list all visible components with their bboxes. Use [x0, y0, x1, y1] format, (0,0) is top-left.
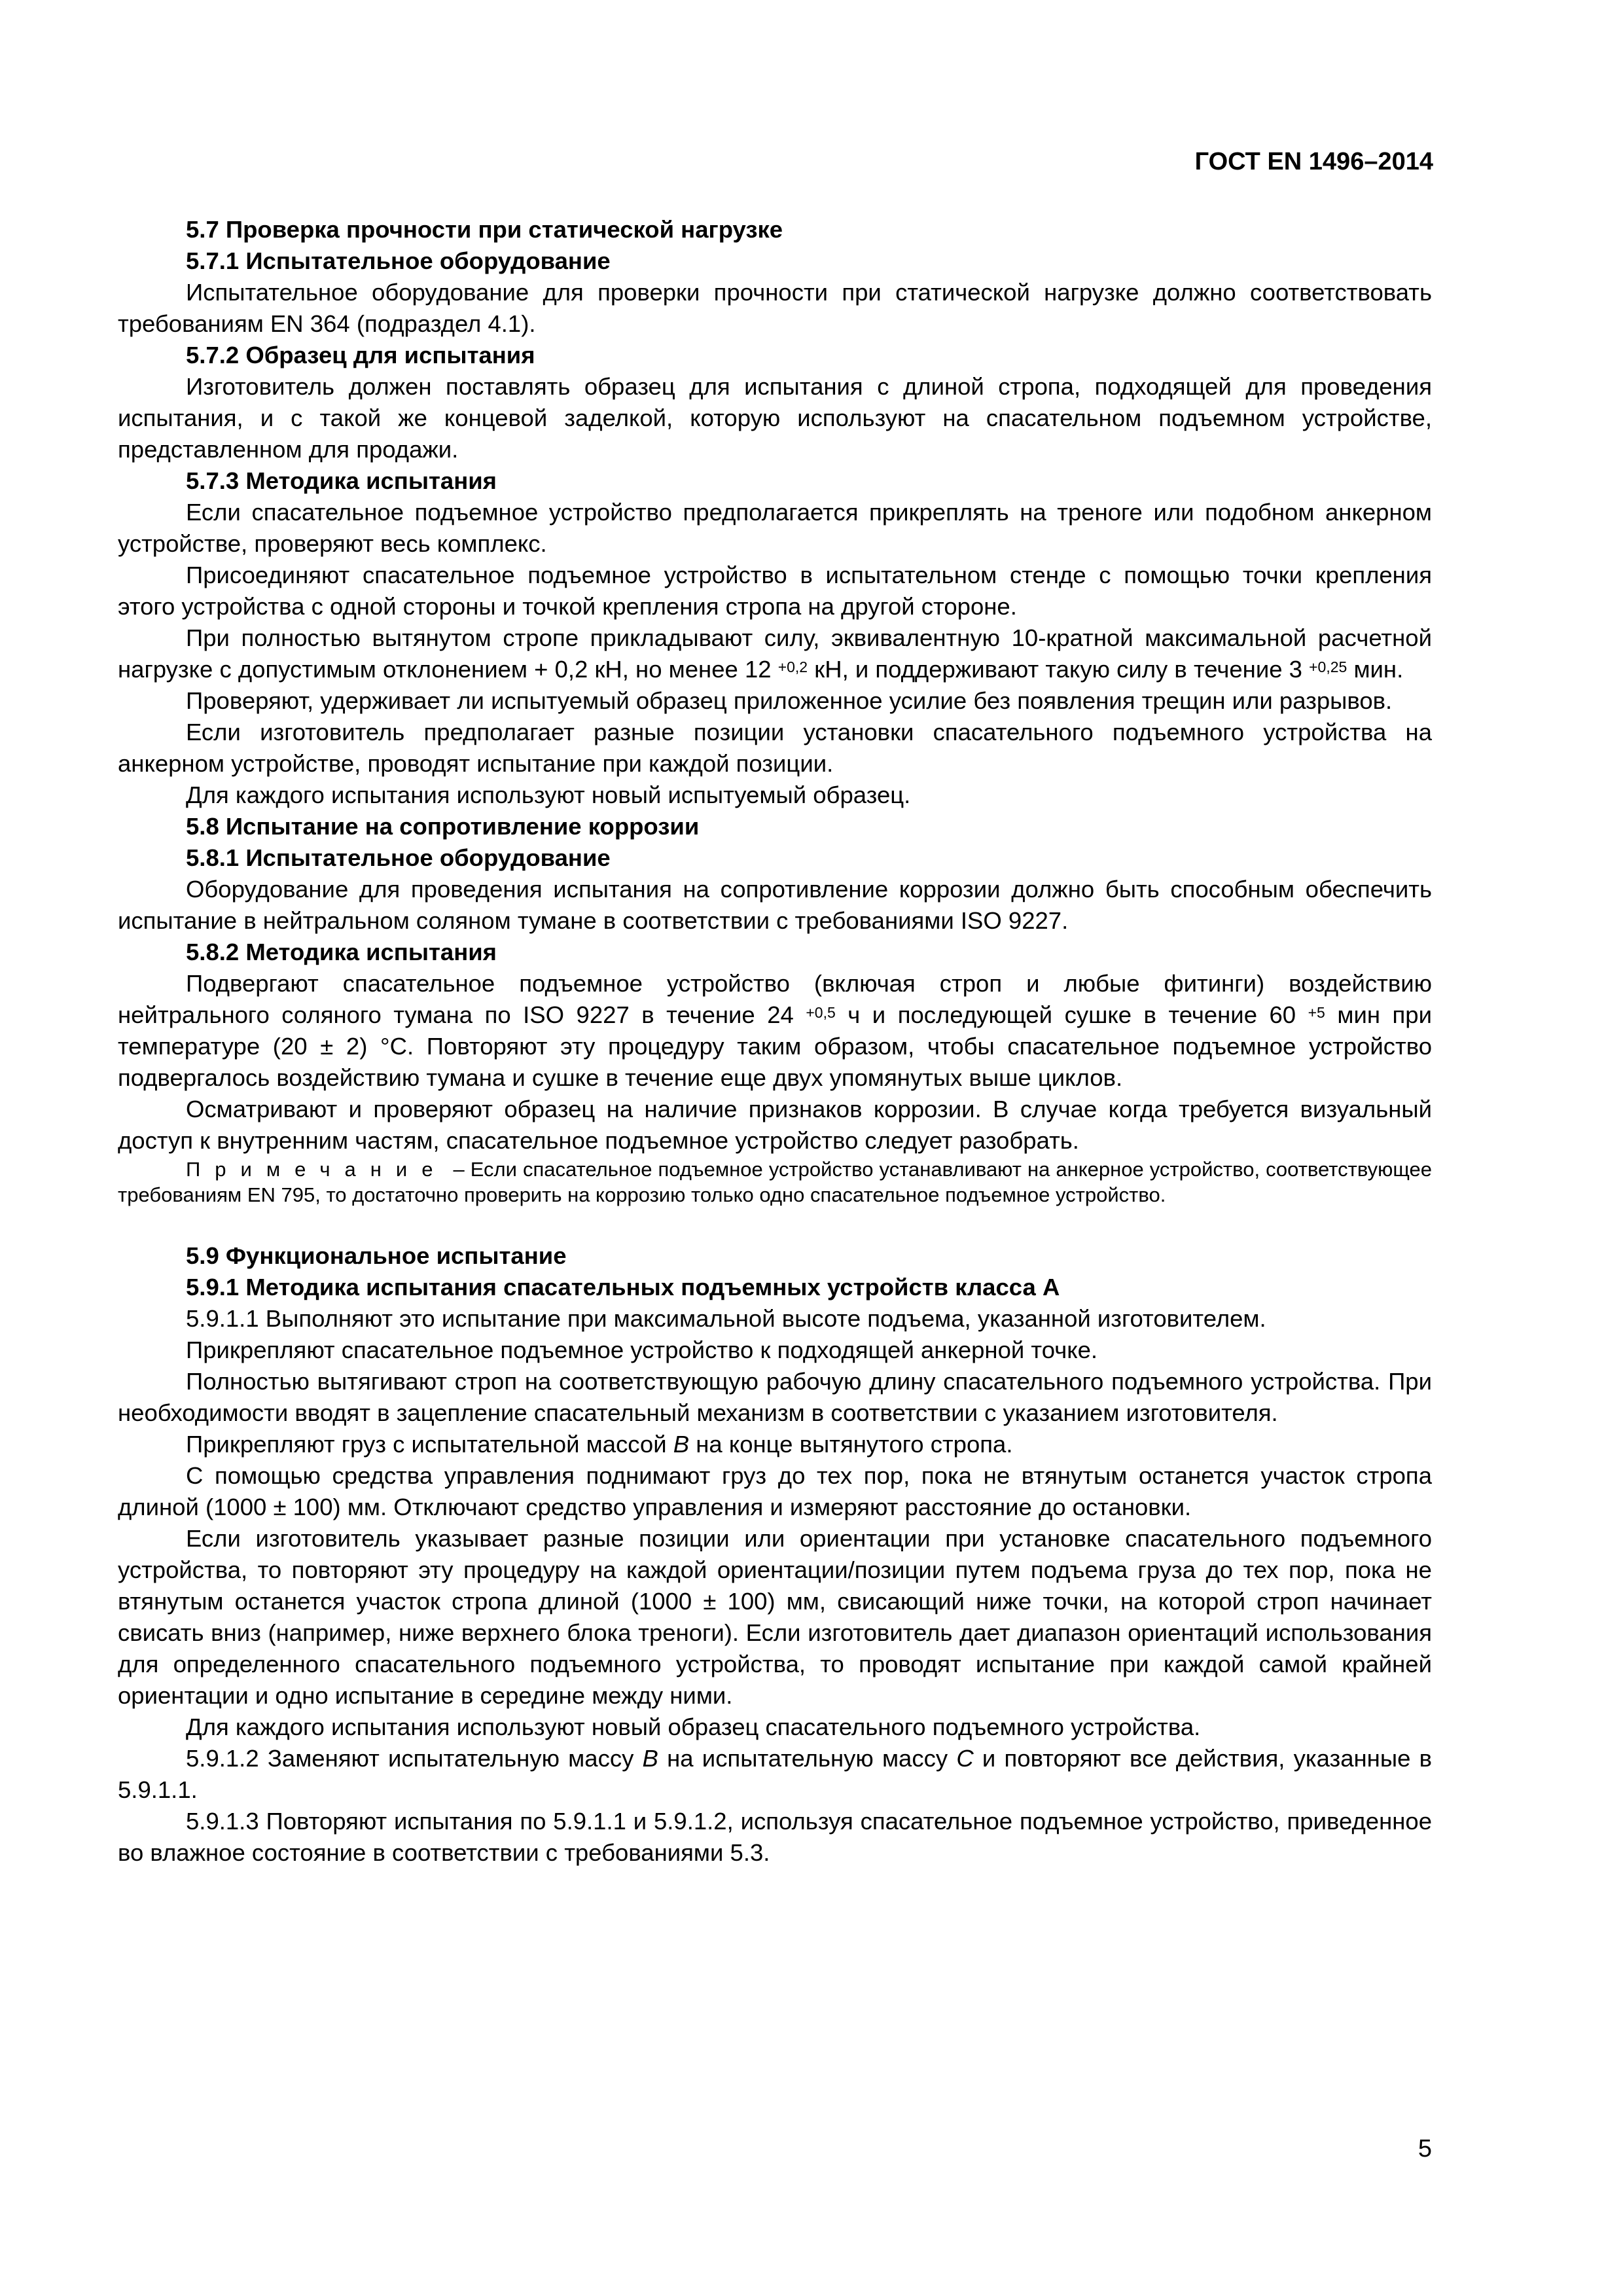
paragraph-force-requirement [118, 622, 1432, 685]
paragraph: Если изготовитель указывает разные позиции или ориентации при установке спасательного подъемного устройства, то повторяют эту процедуру на каждой ориентации/позиции путем подъема груза до тех пор, пока не втянутым останется участок стропа длиной (1000 ± 100) мм, свисающий ниже точки, на которой строп начинает свисать вниз (например, ниже верхнего блока треноги). Если изготовитель дает диапазон ориентаций использования для определенного спасательного подъемного устройства, то проводят испытание при каждой самой крайней ориентации и одно испытание в середине между ними. [118, 1525, 1432, 1709]
text-run: на конце вытянутого стропа. [689, 1431, 1013, 1458]
spacer [118, 1208, 1432, 1240]
section-5-9-1-title: 5.9.1 Методика испытания спасательных подъемных устройств класса А [186, 1274, 1060, 1300]
text-run: При полностью вытянутом стропе прикладывают силу, эквивалентную 10-кратной максимальной расчетной нагрузке с допустимым отклонением + 0,2 кН, но менее 12 [118, 624, 1432, 683]
text-run: мин. [1347, 656, 1404, 683]
section-5-8-title: 5.8 Испытание на сопротивление коррозии [186, 813, 700, 840]
paragraph: Оборудование для проведения испытания на сопротивление коррозии должно быть способным обеспечить испытание в нейтральном соляном тумане в соответствии с требованиями ISO 9227. [118, 876, 1432, 934]
paragraph: Для каждого испытания используют новый испытуемый образец. [186, 781, 911, 808]
mass-symbol: B [673, 1431, 690, 1458]
section-5-9-title: 5.9 Функциональное испытание [186, 1242, 567, 1269]
paragraph: Осматривают и проверяют образец на наличие признаков коррозии. В случае когда требуется визуальный доступ к внутренним частям, спасательное подъемное устройство следует разобрать. [118, 1096, 1432, 1154]
paragraph-5-9-1-2 [118, 1743, 1432, 1806]
paragraph: Если спасательное подъемное устройство предполагается прикреплять на треноге или подобном анкерном устройстве, проверяют весь комплекс. [118, 499, 1432, 557]
note [118, 1157, 1432, 1208]
paragraph: Присоединяют спасательное подъемное устройство в испытательном стенде с помощью точки крепления этого устройства с одной стороны и точкой крепления стропа на другой стороне. [118, 562, 1432, 620]
tolerance-superscript: +0,2 [777, 658, 808, 675]
paragraph: Если изготовитель предполагает разные позиции установки спасательного подъемного устройства на анкерном устройстве, проводят испытание при каждой позиции. [118, 719, 1432, 777]
text-run: Прикрепляют груз с испытательной массой [186, 1431, 673, 1458]
document-body [118, 214, 1432, 1869]
paragraph: Для каждого испытания используют новый образец спасательного подъемного устройства. [186, 1713, 1201, 1740]
paragraph: Полностью вытягивают строп на соответствующую рабочую длину спасательного подъемного устройства. При необходимости вводят в зацепление спасательный механизм в соответствии с указанием изготовителя. [118, 1368, 1432, 1426]
text-run: кН, и поддерживают такую силу в течение 3 [808, 656, 1310, 683]
standard-header: ГОСТ EN 1496–2014 [1194, 148, 1433, 175]
paragraph-5-9-1-3: 5.9.1.3 Повторяют испытания по 5.9.1.1 и 5.9.1.2, используя спасательное подъемное устройство, приведенное во влажное состояние в соответствии с требованиями 5.3. [118, 1808, 1432, 1866]
text-run: мин при температуре (20 ± 2) °C. Повторяют эту процедуру таким образом, чтобы спасательное подъемное устройство подвергалось воздействию тумана и сушке в течение еще двух упомянутых выше циклов. [118, 1001, 1432, 1091]
section-5-8-1-title: 5.8.1 Испытательное оборудование [186, 844, 611, 871]
section-5-7-2-title: 5.7.2 Образец для испытания [186, 342, 535, 368]
note-label: Примечание [186, 1158, 448, 1181]
section-5-7-title: 5.7 Проверка прочности при статической нагрузке [186, 216, 783, 243]
text-run: 5.9.1.2 Заменяют испытательную массу [186, 1745, 643, 1772]
tolerance-superscript: +5 [1308, 1004, 1325, 1021]
section-5-7-1-title: 5.7.1 Испытательное оборудование [186, 247, 611, 274]
page-number: 5 [1418, 2135, 1432, 2162]
mass-symbol: B [642, 1745, 658, 1772]
paragraph: Проверяют, удерживает ли испытуемый образец приложенное усилие без появления трещин или разрывов. [186, 687, 1393, 714]
paragraph: 5.9.1.1 Выполняют это испытание при максимальной высоте подъема, указанной изготовителем. [186, 1305, 1266, 1332]
paragraph: Испытательное оборудование для проверки прочности при статической нагрузке должно соответствовать требованиям EN 364 (подраздел 4.1). [118, 279, 1432, 337]
text-run: ч и последующей сушке в течение 60 [835, 1001, 1308, 1028]
tolerance-superscript: +0,25 [1309, 658, 1347, 675]
paragraph-mass-b [118, 1429, 1432, 1460]
paragraph: С помощью средства управления поднимают груз до тех пор, пока не втянутым останется участок стропа длиной (1000 ± 100) мм. Отключают средство управления и измеряют расстояние до остановки. [118, 1462, 1432, 1520]
text-run: на испытательную массу [658, 1745, 957, 1772]
paragraph-salt-fog [118, 968, 1432, 1094]
paragraph: Изготовитель должен поставлять образец для испытания с длиной стропа, подходящей для проведения испытания, и с такой же концевой заделкой, которую используют на спасательном подъемном устройстве, представленном для продажи. [118, 373, 1432, 463]
paragraph: Прикрепляют спасательное подъемное устройство к подходящей анкерной точке. [186, 1336, 1098, 1363]
note-text: – Если спасательное подъемное устройство устанавливают на анкерное устройство, соответствующее требованиям EN 795, то достаточно проверить на коррозию только одно спасательное подъемное устройство. [118, 1158, 1432, 1206]
section-5-8-2-title: 5.8.2 Методика испытания [186, 939, 497, 965]
mass-symbol: C [956, 1745, 974, 1772]
section-5-7-3-title: 5.7.3 Методика испытания [186, 467, 497, 494]
tolerance-superscript: +0,5 [806, 1004, 836, 1021]
text-run: и повторяют все действия, указанные в 5.9.1.1. [118, 1745, 1432, 1803]
text-run: Подвергают спасательное подъемное устройство (включая строп и любые фитинги) воздействию нейтрального соляного тумана по ISO 9227 в течение 24 [118, 970, 1432, 1028]
